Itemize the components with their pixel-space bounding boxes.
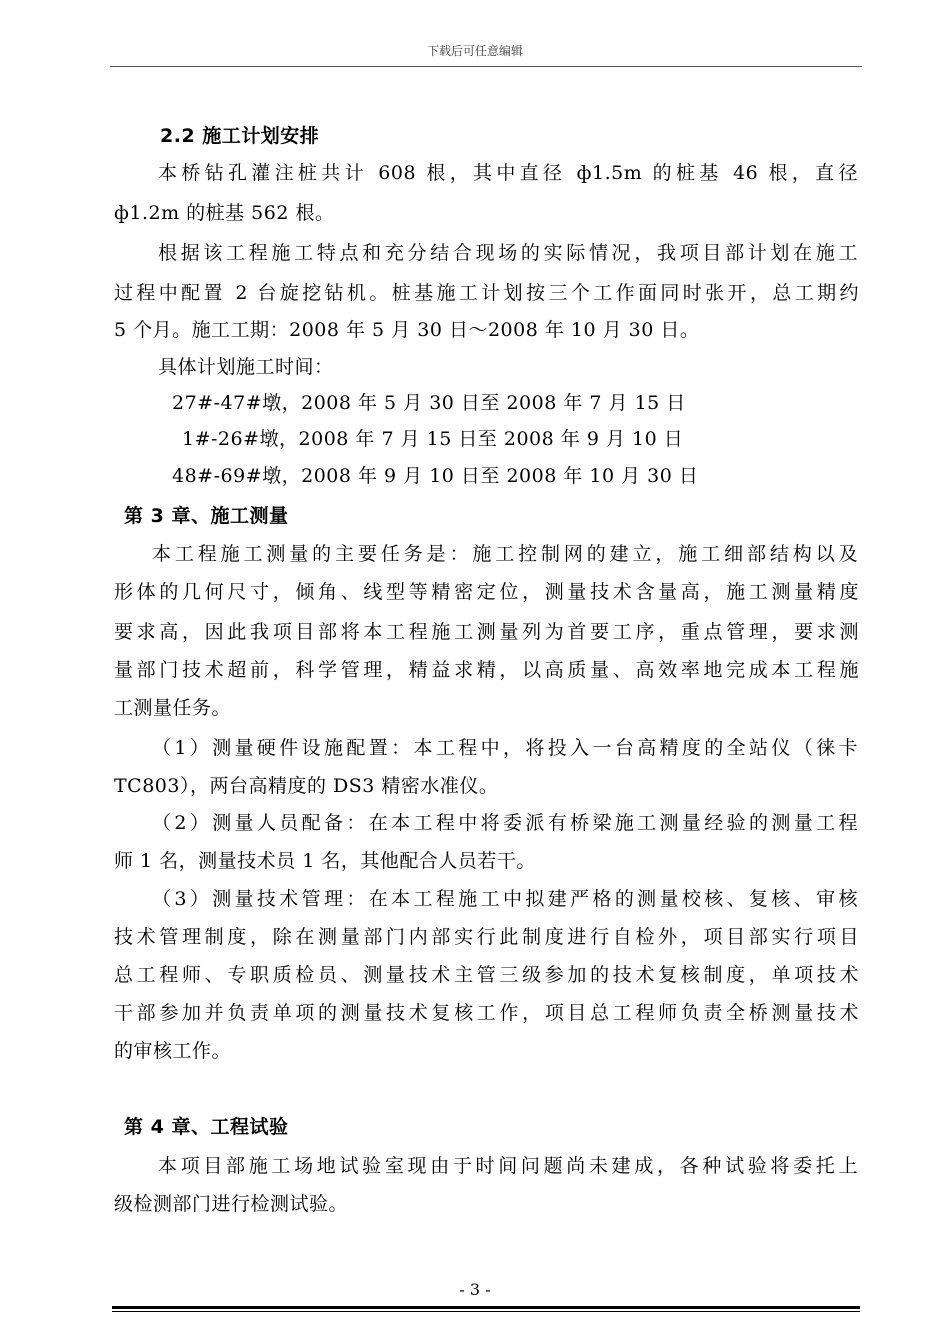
- section-2-2-title: 2.2 施工计划安排: [160, 125, 320, 147]
- chapter-3-title: 第 3 章、施工测量: [124, 505, 289, 527]
- paragraph-line: 形体的几何尺寸，倾角、线型等精密定位，测量技术含量高，施工测量精度: [114, 581, 859, 603]
- paragraph-line: 总工程师、专职质检员、测量技术主管三级参加的技术复核制度，单项技术: [114, 964, 859, 986]
- page-header: 下载后可任意编辑: [426, 44, 523, 58]
- paragraph-line: 级检测部门进行检测试验。: [114, 1193, 349, 1215]
- schedule-item: 27#-47#墩，2008 年 5 月 30 日至 2008 年 7 月 15 日: [172, 392, 686, 414]
- paragraph-line: （3）测量技术管理：在本工程施工中拟建严格的测量校核、复核、审核: [152, 888, 858, 910]
- chapter-4-title: 第 4 章、工程试验: [124, 1116, 289, 1138]
- paragraph-line: 要求高，因此我项目部将本工程施工测量列为首要工序，重点管理，要求测: [114, 621, 859, 643]
- paragraph-line: 的审核工作。: [114, 1040, 232, 1062]
- paragraph-line: 干部参加并负责单项的测量技术复核工作，项目总工程师负责全桥测量技术: [114, 1002, 859, 1024]
- paragraph-line: 根据该工程施工特点和充分结合现场的实际情况，我项目部计划在施工: [158, 242, 858, 264]
- paragraph-line: （1）测量硬件设施配置：本工程中，将投入一台高精度的全站仪（徕卡: [152, 737, 858, 759]
- paragraph-line: ф1.2m 的桩基 562 根。: [114, 202, 335, 224]
- paragraph-line: 过程中配置 2 台旋挖钻机。桩基施工计划按三个工作面同时张开，总工期约: [114, 282, 859, 304]
- header-rule: [110, 66, 862, 67]
- paragraph-line: 量部门技术超前，科学管理，精益求精，以高质量、高效率地完成本工程施: [114, 659, 859, 681]
- page-number: - 3 -: [459, 1280, 491, 1299]
- schedule-item: 1#-26#墩，2008 年 7 月 15 日至 2008 年 9 月 10 日: [182, 428, 684, 450]
- paragraph-line: 师 1 名，测量技术员 1 名，其他配合人员若干。: [114, 850, 536, 872]
- paragraph-line: （2）测量人员配备：在本工程中将委派有桥梁施工测量经验的测量工程: [152, 812, 858, 834]
- paragraph-line: 本工程施工测量的主要任务是：施工控制网的建立，施工细部结构以及: [152, 543, 858, 565]
- paragraph-line: 5 个月。施工工期：2008 年 5 月 30 日～2008 年 10 月 30 日。: [114, 319, 700, 341]
- footer-rule: [112, 1306, 860, 1309]
- paragraph-line: TC803），两台高精度的 DS3 精密水准仪。: [114, 775, 499, 797]
- paragraph-line: 本项目部施工场地试验室现由于时间问题尚未建成，各种试验将委托上: [158, 1155, 858, 1177]
- paragraph-line: 技术管理制度，除在测量部门内部实行此制度进行自检外，项目部实行项目: [114, 926, 859, 948]
- paragraph-line: 具体计划施工时间：: [158, 356, 334, 378]
- footer-rule: [112, 1311, 860, 1312]
- paragraph-line: 本桥钻孔灌注桩共计 608 根，其中直径 ф1.5m 的桩基 46 根，直径: [158, 162, 858, 184]
- paragraph-line: 工测量任务。: [114, 697, 232, 719]
- schedule-item: 48#-69#墩，2008 年 9 月 10 日至 2008 年 10 月 30 日: [172, 465, 699, 487]
